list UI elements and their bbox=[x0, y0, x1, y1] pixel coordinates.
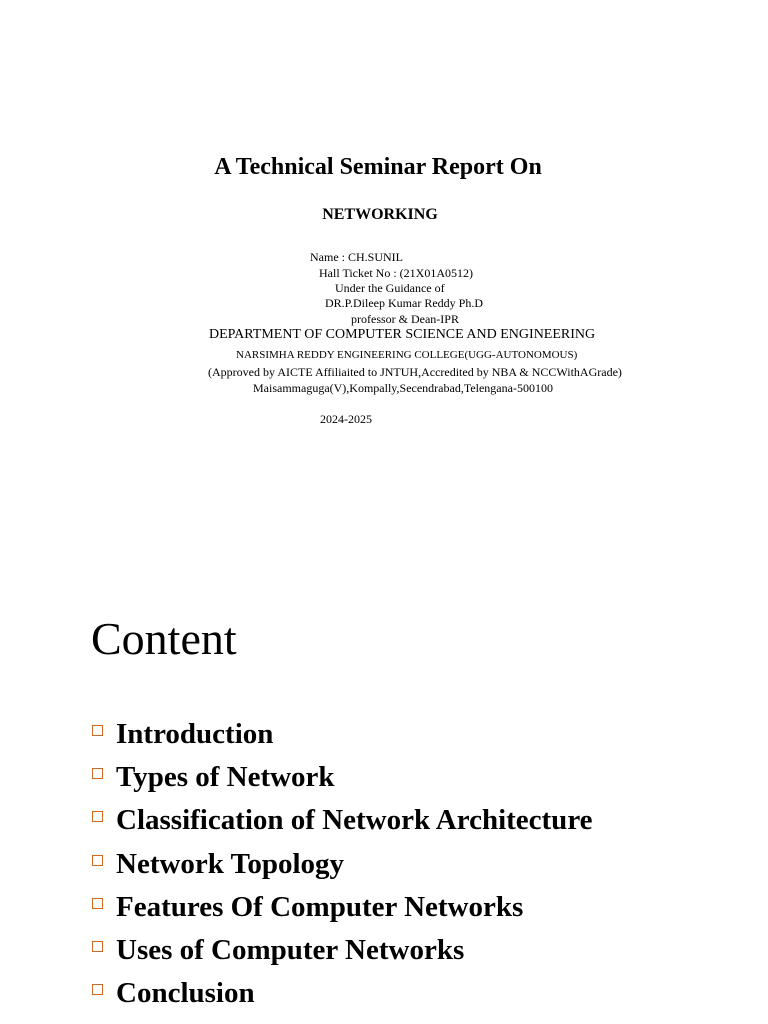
hollow-square-bullet-icon bbox=[92, 811, 103, 822]
list-item-label: Uses of Computer Networks bbox=[116, 934, 465, 967]
guide-name: DR.P.Dileep Kumar Reddy Ph.D bbox=[325, 296, 483, 310]
list-item bbox=[92, 713, 593, 756]
approval-line: (Approved by AICTE Affiliaited to JNTUH,Accredited by NBA & NCCWithAGrade) bbox=[208, 365, 622, 379]
content-heading: Content bbox=[91, 613, 237, 664]
list-item bbox=[92, 886, 593, 929]
address-line: Maisammaguga(V),Kompally,Secendrabad,Telengana-500100 bbox=[253, 381, 553, 395]
list-item bbox=[92, 756, 593, 799]
hollow-square-bullet-icon bbox=[92, 941, 103, 952]
list-item-label: Features Of Computer Networks bbox=[116, 890, 524, 923]
list-item bbox=[92, 929, 593, 972]
student-name: Name : CH.SUNIL bbox=[310, 250, 403, 264]
guidance-label: Under the Guidance of bbox=[335, 281, 445, 295]
report-title: A Technical Seminar Report On bbox=[214, 154, 542, 180]
academic-year: 2024-2025 bbox=[320, 412, 372, 426]
department: DEPARTMENT OF COMPUTER SCIENCE AND ENGINEERING bbox=[209, 327, 596, 342]
hollow-square-bullet-icon bbox=[92, 855, 103, 866]
list-item bbox=[92, 972, 593, 1015]
hall-ticket: Hall Ticket No : (21X01A0512) bbox=[319, 266, 473, 280]
college-name: NARSIMHA REDDY ENGINEERING COLLEGE(UGG-AUTONOMOUS) bbox=[236, 349, 578, 361]
guide-title: professor & Dean-IPR bbox=[351, 312, 459, 326]
list-item-label: Network Topology bbox=[116, 847, 345, 880]
hollow-square-bullet-icon bbox=[92, 725, 103, 736]
hollow-square-bullet-icon bbox=[92, 768, 103, 779]
report-subtitle: NETWORKING bbox=[322, 206, 438, 223]
list-item-label: Types of Network bbox=[116, 761, 335, 794]
list-item bbox=[92, 843, 593, 886]
list-item-label: Introduction bbox=[116, 718, 274, 751]
list-item-label: Classification of Network Architecture bbox=[116, 804, 593, 837]
list-item bbox=[92, 799, 593, 842]
hollow-square-bullet-icon bbox=[92, 898, 103, 909]
hollow-square-bullet-icon bbox=[92, 984, 103, 995]
list-item-label: Conclusion bbox=[116, 977, 255, 1010]
contents-list bbox=[92, 713, 593, 1015]
